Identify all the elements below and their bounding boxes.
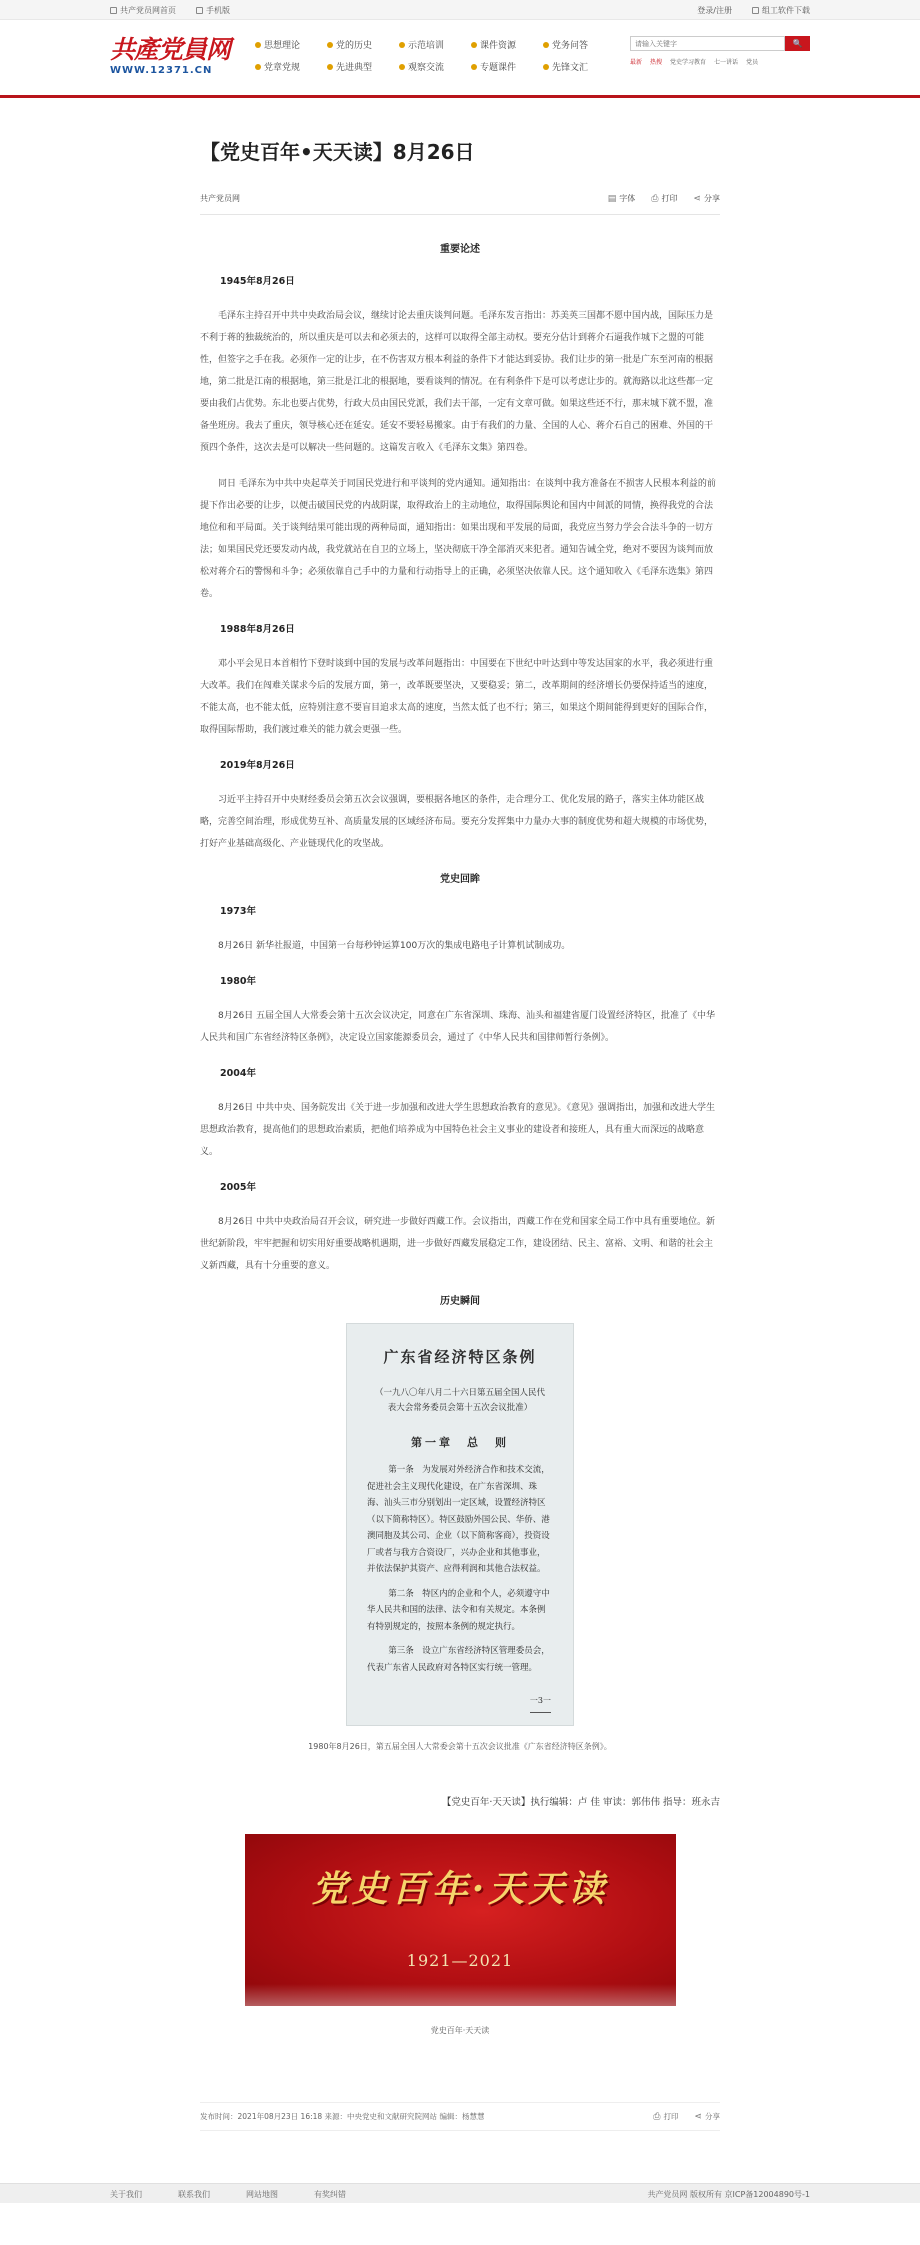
download-link-label: 组工软件下载 [762,5,810,15]
nav-item[interactable] [327,60,399,73]
nav-label: 课件资源 [480,41,517,51]
footer-link[interactable]: 关于我们 [110,2189,142,2199]
section-title: 党史回眸 [440,874,480,885]
share-icon: ⋖ [693,193,701,204]
nav-label: 先锋文汇 [552,63,589,73]
hot-search-link[interactable]: 七一讲话 [714,59,739,66]
history-figure [200,1323,720,1758]
nav-bullet-icon [399,64,405,70]
doc-article: 第三条 设立广东省经济特区管理委员会，代表广东省人民政府对各特区实行统一管理。 [367,1646,550,1673]
nav-item[interactable] [399,60,471,73]
date-heading: 1988年8月26日 [220,624,295,635]
paragraph: 毛泽东主持召开中共中央政治局会议，继续讨论去重庆谈判问题。毛泽东发言指出：苏美英三国都不愿中国内战，国际压力是不利于蒋的独裁统治的，所以重庆是可以去和必须去的，这样可以取得全部主动权。要充分估计到蒋介石逼我作城下之盟的可能性，但签字之手在我。必须作一定的让步，在不伤害双方根本利益的条件下才能达到妥协。我们让步的第一批是广东至河南的根据地，第二批是江南的根据地，第三批是江北的根据地，要看谈判的情况。在有利条件下是可以考虑让步的。就海路以北这些都一定要由我们占优势。东北也要占优势，行政大员由国民党派，我们去干部，一定有文章可做。如果这些还不行，那末城下就不盟，准备坐班房。我去了重庆，领导核心还在延安。延安不要轻易搬家。由于有我们的力量、全国的人心、蒋介石自己的困难、外国的干预四个条件，这次去是可以解决一些问题的。这篇发言收入《毛泽东文集》第四卷。 [200,311,714,453]
article-title: 【党史百年•天天读】8月26日 [200,140,475,164]
nav-bullet-icon [327,42,333,48]
doc-article: 第一条 为发展对外经济合作和技术交流，促进社会主义现代化建设，在广东省深圳、珠海、汕头三市分别划出一定区域，设置经济特区（以下简称特区）。特区鼓励外国公民、华侨、港澳同胞及其公司、企业（以下简称客商），投资设厂或者与我方合资设厂，兴办企业和其他事业，并依法保护其资产、应得利润和其他合法权益。 [367,1465,550,1574]
nav-item[interactable] [543,60,615,73]
date-heading: 2005年 [220,1182,256,1193]
doc-article: 第二条 特区内的企业和个人，必须遵守中华人民共和国的法律、法令和有关规定。本条例有特别规定的，按照本条例的规定执行。 [367,1588,550,1632]
copyright: 共产党员网 版权所有 京ICP备12004890号-1 [647,2189,810,2199]
download-link[interactable] [752,5,810,16]
print-icon: ⎙ [651,193,659,204]
footer-link[interactable]: 有奖纠错 [314,2189,346,2199]
nav-item[interactable] [471,60,543,73]
print-icon: ⎙ [653,2111,661,2122]
paragraph: 8月26日 新华社报道，中国第一台每秒钟运算100万次的集成电路电子计算机试制成功。 [218,941,571,951]
nav-label: 思想理论 [264,41,301,51]
article-source: 共产党员网 [200,194,240,203]
mobile-link[interactable] [196,5,230,16]
section-title: 重要论述 [440,244,480,255]
latest-label: 最新 [630,59,643,66]
nav-bullet-icon [255,42,261,48]
hot-search-row [630,57,810,66]
share-button[interactable] [694,2111,720,2122]
site-header [0,20,920,98]
paragraph: 8月26日 中共中央政治局召开会议，研究进一步做好西藏工作。会议指出，西藏工作在党和国家全局工作中具有重要地位。新世纪新阶段，牢牢把握和切实用好重要战略机遇期，进一步做好西藏发展稳定工作，建设团结、民主、富裕、文明、和谐的社会主义新西藏，具有十分重要的意义。 [200,1217,716,1271]
doc-title: 广东省经济特区条例 [383,1348,537,1366]
nav-label: 党章党规 [264,63,301,73]
nav-bullet-icon [255,64,261,70]
print-button[interactable] [653,2111,678,2122]
nav-label: 党的历史 [336,41,373,51]
date-heading: 2004年 [220,1068,256,1079]
nav-label: 党务问答 [552,41,589,51]
home-link-label: 共产党员网首页 [120,5,176,15]
image-caption: 1980年8月26日，第五届全国人大常委会第十五次会议批准《广东省经济特区条例》。 [308,1742,612,1751]
nav-bullet-icon [543,42,549,48]
search-button[interactable]: 🔍 [785,36,810,51]
regulation-document-image [346,1323,574,1726]
banner-caption: 党史百年·天天读 [430,2026,490,2035]
font-icon: ▤ [607,193,617,204]
font-size-label: 字体 [619,194,636,203]
editor-credit: 【党史百年·天天读】执行编辑：卢 佳 审读：郭伟伟 指导：班永吉 [441,1797,720,1808]
publish-info: 发布时间：2021年08月23日 16:18 来源：中央党史和文献研究院网站 编辑：杨慧慧 [200,2112,485,2121]
share-label: 分享 [704,194,720,203]
nav-item[interactable] [399,38,471,51]
hot-search-link[interactable]: 党员 [746,59,759,66]
series-banner-image [245,1834,676,2006]
share-button[interactable] [693,193,720,204]
home-icon [110,7,117,14]
footer-link[interactable]: 网站地图 [246,2189,278,2199]
doc-subtitle: （一九八〇年八月二十六日第五届全国人民代表大会常务委员会第十五次会议批准） [374,1388,545,1413]
nav-label: 先进典型 [336,63,373,73]
nav-label: 观察交流 [408,63,445,73]
article-meta [200,193,720,215]
nav-item[interactable] [255,60,327,73]
print-label: 打印 [663,2112,679,2121]
print-button[interactable] [651,193,677,204]
doc-page-number: 一3一 [530,1690,551,1713]
top-utility-bar [0,0,920,20]
nav-item[interactable] [471,38,543,51]
paragraph: 8月26日 中共中央、国务院发出《关于进一步加强和改进大学生思想政治教育的意见》。《意见》强调指出，加强和改进大学生思想政治教育，提高他们的思想政治素质，把他们培养成为中国特色社会主义事业的建设者和接班人，具有重大而深远的战略意义。 [200,1103,716,1157]
nav-bullet-icon [471,42,477,48]
share-icon: ⋖ [694,2111,702,2122]
nav-label: 示范培训 [408,41,445,51]
article-tools-bottom [653,2111,720,2122]
date-heading: 1980年 [220,976,256,987]
article-tools [608,193,720,204]
font-size-button[interactable] [608,193,636,204]
paragraph: 邓小平会见日本首相竹下登时谈到中国的发展与改革问题指出：中国要在下世纪中叶达到中等发达国家的水平，我必须进行重大改革。我们在闯难关谋求今后的发展方面，第一，改革既要坚决，又要稳妥；第二，改革期间的经济增长仍要保持适当的速度，不能太高，也不能太低，应特别注意不要盲目追求太高的速度，当然太低了也不行；第三，如果这个期间能得到更好的国际合作，取得国际帮助，我们渡过难关的能力就会更强一些。 [200,659,714,735]
site-footer [0,2183,920,2203]
logo-text: 共產党員网 [110,35,231,64]
print-label: 打印 [661,194,678,203]
nav-item[interactable] [543,38,615,51]
doc-chapter: 第一章 总 则 [411,1436,509,1449]
search-area [630,36,810,66]
nav-item[interactable] [255,38,327,51]
nav-item[interactable] [327,38,399,51]
article-body [200,215,720,2042]
date-heading: 2019年8月26日 [220,760,295,771]
paragraph: 同日 毛泽东为中共中央起草关于同国民党进行和平谈判的党内通知。通知指出：在谈判中我方准备在不损害人民根本利益的前提下作出必要的让步，以便击破国民党的内战阴谋，取得政治上的主动地位，取得国际舆论和国内中间派的同情，换得我党的合法地位和和平局面。关于谈判结果可能出现的两种局面，通知指出：如果出现和平发展的局面，我党应当努力学会合法斗争的一切方法；如果国民党还要发动内战，我党就站在自卫的立场上，坚决彻底干净全部消灭来犯者。通知告诫全党，绝对不要因为谈判而放松对蒋介石的警惕和斗争；必须依靠自己手中的力量和行动指导上的正确，必须坚决依靠人民。这个通知收入《毛泽东选集》第四卷。 [200,479,716,599]
nav-bullet-icon [399,42,405,48]
home-link[interactable] [110,5,176,16]
paragraph: 8月26日 五届全国人大常委会第十五次会议决定，同意在广东省深圳、珠海、汕头和福建省厦门设置经济特区，批准了《中华人民共和国广东省经济特区条例》，决定设立国家能源委员会，通过了《中华人民共和国律师暂行条例》。 [200,1011,716,1043]
paragraph: 习近平主持召开中央财经委员会第五次会议强调，要根据各地区的条件，走合理分工、优化发展的路子，落实主体功能区战略，完善空间治理，形成优势互补、高质量发展的区域经济布局。要充分发挥集中力量办大事的制度优势和超大规模的市场优势，打好产业基础高级化、产业链现代化的攻坚战。 [200,795,714,849]
login-link[interactable]: 登录/注册 [697,5,732,15]
date-heading: 1945年8月26日 [220,276,295,287]
search-input[interactable] [630,36,785,51]
site-logo[interactable] [110,36,245,76]
nav-label: 专题课件 [480,63,517,73]
download-icon [752,7,759,14]
section-title: 历史瞬间 [440,1296,480,1307]
nav-bullet-icon [543,64,549,70]
footer-link[interactable]: 联系我们 [178,2189,210,2199]
article-footer-meta [200,2102,720,2131]
logo-url: WWW.12371.CN [110,65,213,76]
hot-search-link[interactable]: 党史学习教育 [670,59,707,66]
share-label: 分享 [705,2112,720,2121]
banner-years: 1921—2021 [406,1951,514,1970]
nav-bullet-icon [327,64,333,70]
article [200,98,720,2131]
hot-label: 热搜 [650,59,663,66]
banner-title: 党史百年·天天读 [311,1868,609,1910]
mobile-icon [196,7,203,14]
main-nav [255,38,630,73]
nav-bullet-icon [471,64,477,70]
date-heading: 1973年 [220,906,256,917]
mobile-link-label: 手机版 [206,5,230,15]
